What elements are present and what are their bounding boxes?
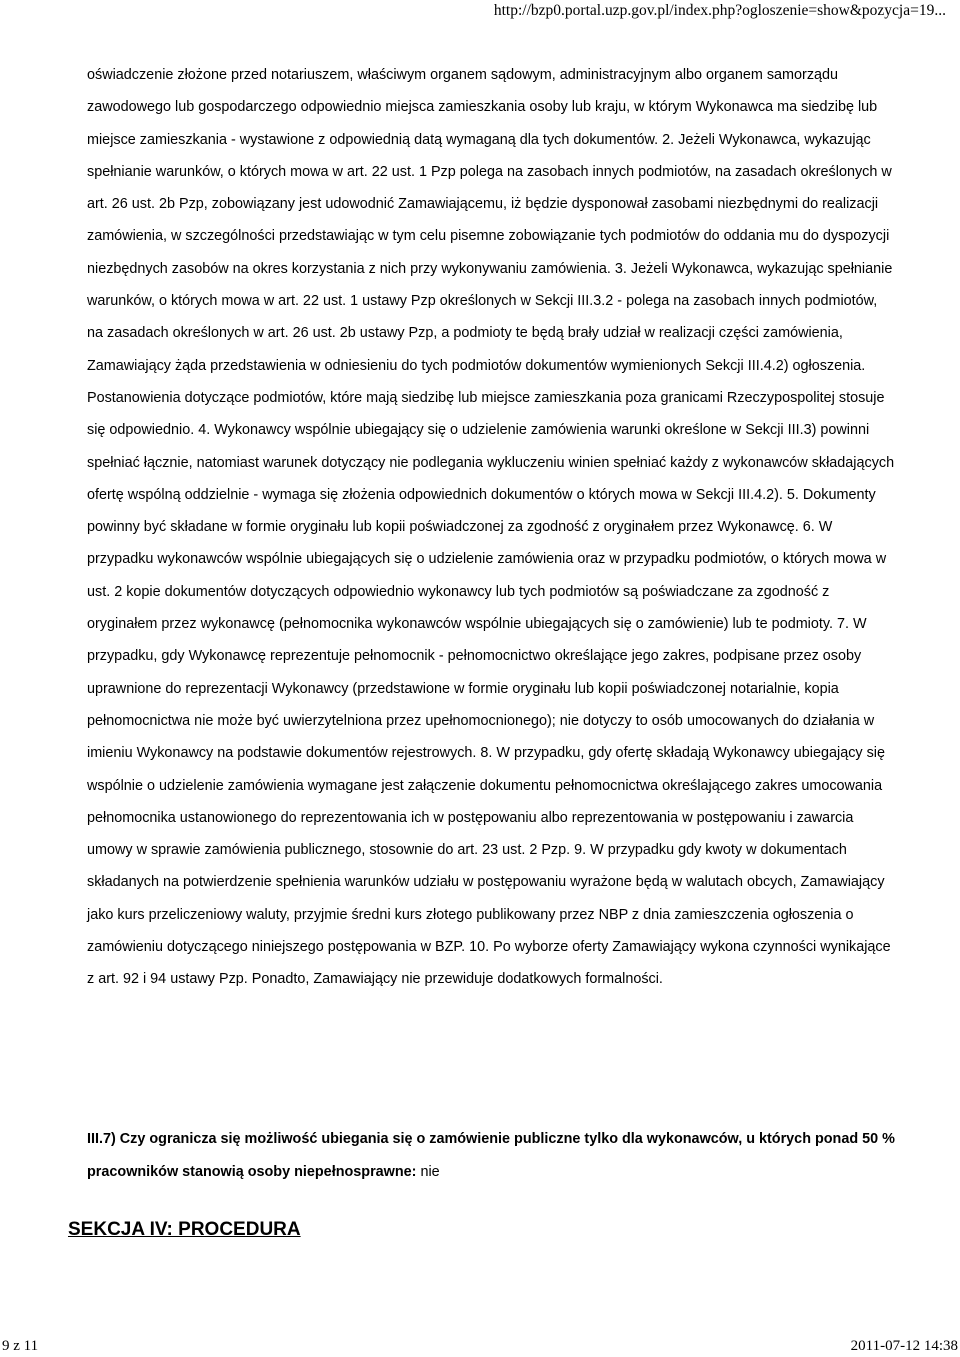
section-heading: SEKCJA IV: PROCEDURA — [68, 1219, 301, 1240]
question-iii-7 — [87, 1123, 907, 1188]
page-number: 9 z 11 — [2, 1338, 39, 1354]
body-paragraph: oświadczenie złożone przed notariuszem, właściwym organem sądowym, administracyjnym albo organem samorządu zawodowego lub gospodarczego odpowiednio miejsca zamieszkania osoby lub kraju, w którym Wykonawca ma siedzibę lub miejsce zamieszkania - wystawione z odpowiednią datą wymaganą dla tych dokumentów. 2. Jeżeli Wykonawca, wykazując spełnianie warunków, o których mowa w art. 22 ust. 1 Pzp polega na zasobach innych podmiotów, na zasadach określonych w art. 26 ust. 2b Pzp, zobowiązany jest udowodnić Zamawiającemu, iż będzie dysponował zasobami niezbędnymi do realizacji zamówienia, w szczególności przedstawiając w tym celu pisemne zobowiązanie tych podmiotów do oddania mu do dyspozycji niezbędnych zasobów na okres korzystania z nich przy wykonywaniu zamówienia. 3. Jeżeli Wykonawca, wykazując spełnianie warunków, o których mowa w art. 22 ust. 1 ustawy Pzp określonych w Sekcji III.3.2 - polega na zasobach innych podmiotów, na zasadach określonych w art. 26 ust. 2b ustawy Pzp, a podmioty te będą brały udział w realizacji części zamówienia, Zamawiający żąda przedstawienia w odniesieniu do tych podmiotów dokumentów wymienionych Sekcji III.4.2) ogłoszenia. Postanowienia dotyczące podmiotów, które mają siedzibę lub miejsce zamieszkania poza granicami Rzeczypospolitej stosuje się odpowiednio. 4. Wykonawcy wspólnie ubiegający się o udzielenie zamówienia warunki określone w Sekcji III.3) powinni spełniać łącznie, natomiast warunek dotyczący nie podlegania wykluczeniu winien spełniać każdy z wykonawców składających ofertę wspólną oddzielnie - wymaga się złożenia odpowiednich dokumentów o których mowa w Sekcji III.4.2). 5. Dokumenty powinny być składane w formie oryginału lub kopii poświadczonej za zgodność z oryginałem przez Wykonawcę. 6. W przypadku wykonawców wspólnie ubiegających się o udzielenie zamówienia oraz w przypadku podmiotów, o których mowa w ust. 2 kopie dokumentów dotyczących odpowiednio wykonawcy lub tych podmiotów są poświadczane za zgodność z oryginałem przez wykonawcę (pełnomocnika wykonawców wspólnie ubiegających się o zamówienie) lub te podmioty. 7. W przypadku, gdy Wykonawcę reprezentuje pełnomocnik - pełnomocnictwo określające jego zakres, podpisane przez osoby uprawnione do reprezentacji Wykonawcy (przedstawione w formie oryginału lub kopii poświadczonej notarialnie, kopia pełnomocnictwa nie może być uwierzytelniona przez upełnomocnionego); nie dotyczy to osób umocowanych do działania w imieniu Wykonawcy na podstawie dokumentów rejestrowych. 8. W przypadku, gdy ofertę składają Wykonawcy ubiegający się wspólnie o udzielenie zamówienia wymagane jest załączenie dokumentu pełnomocnictwa określającego zakres umocowania pełnomocnika ustanowionego do reprezentowania ich w postępowaniu albo reprezentowania w postępowaniu i zawarcia umowy w sprawie zamówienia publicznego, stosownie do art. 23 ust. 2 Pzp. 9. W przypadku gdy kwoty w dokumentach składanych na potwierdzenie spełnienia warunków udziału w postępowaniu wyrażone będą w walutach obcych, Zamawiający jako kurs przeliczeniowy waluty, przyjmie średni kurs złotego publikowany przez NBP z dnia zamieszczenia ogłoszenia o zamówieniu dotyczącego niniejszego postępowania w BZP. 10. Po wyborze oferty Zamawiający wykona czynności wynikające z art. 92 i 94 ustawy Pzp. Ponadto, Zamawiający nie przewiduje dodatkowych formalności. — [87, 67, 895, 988]
print-datetime: 2011-07-12 14:38 — [850, 1338, 958, 1354]
question-answer: nie — [420, 1163, 440, 1180]
question-label: III.7) Czy ogranicza się możliwość ubiegania się o zamówienie publiczne tylko dla wykonawców, u których ponad 50 % pracowników stanowią osoby niepełnosprawne: — [87, 1131, 895, 1180]
page-url: http://bzp0.portal.uzp.gov.pl/index.php?ogloszenie=show&pozycja=19... — [493, 2, 946, 19]
